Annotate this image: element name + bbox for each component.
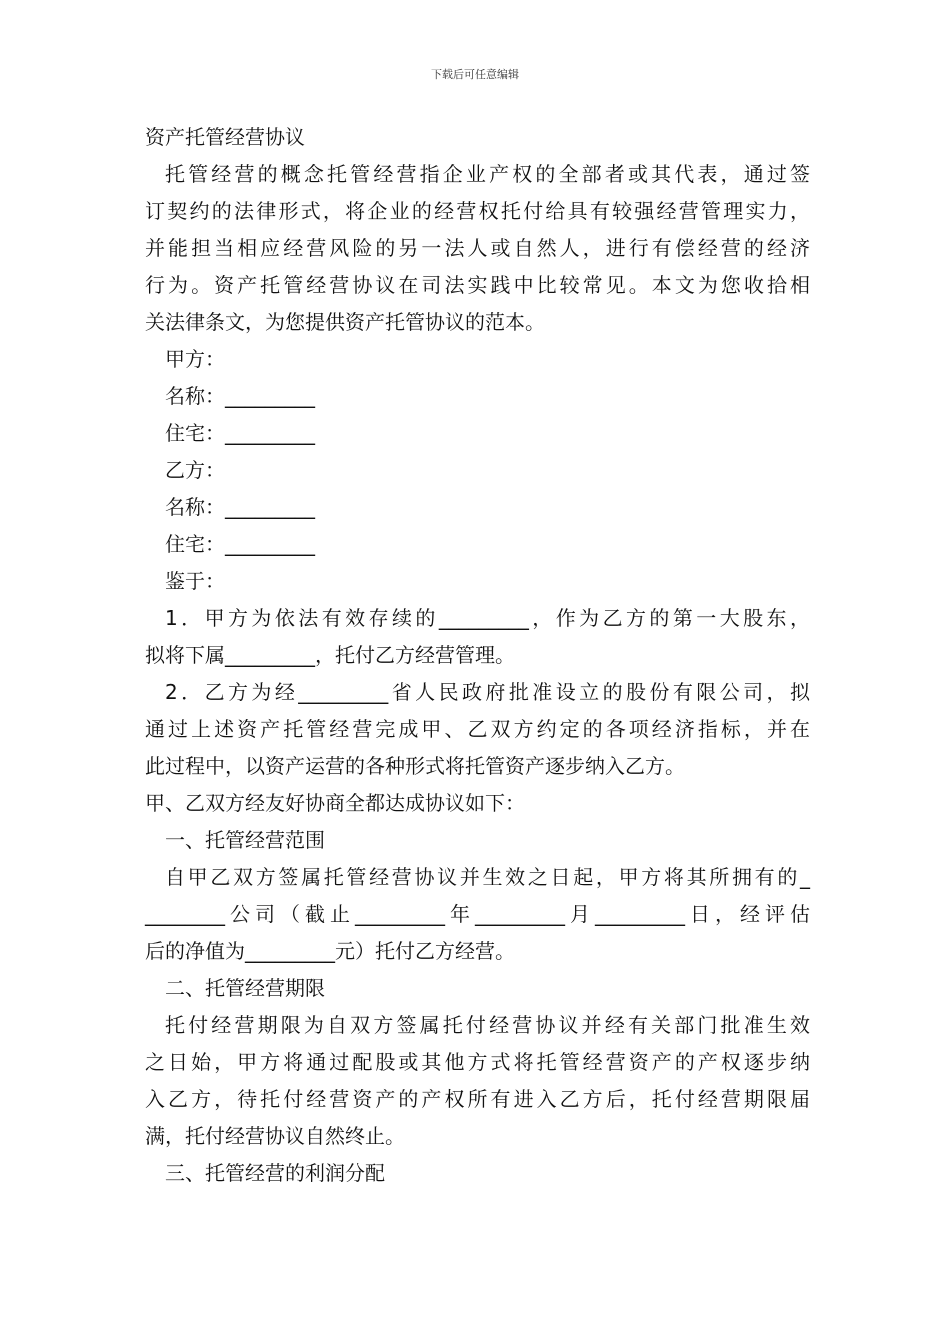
intro-line: 托管经营的概念托管经营指企业产权的全部者或其代表，通过签 — [165, 162, 810, 186]
whereas-label: 鉴于： — [165, 569, 225, 593]
document-title: 资产托管经营协议 — [145, 125, 305, 149]
party-a-name-field: 名称：_________ — [165, 384, 315, 408]
document-body — [145, 119, 810, 1192]
party-b-label: 乙方： — [165, 458, 225, 482]
party-a-address-field: 住宅：_________ — [165, 421, 315, 445]
party-b-address-field: 住宅：_________ — [165, 532, 315, 556]
clause-1-line: 1．甲方为依法有效存续的_________，作为乙方的第一大股东， — [165, 606, 810, 630]
section-1-line: 自甲乙双方签属托管经营协议并生效之日起，甲方将其所拥有的_ — [165, 865, 810, 889]
section-2-line: 托付经营期限为自双方签属托付经营协议并经有关部门批准生效 — [165, 1013, 810, 1037]
clause-2-line: 此过程中，以资产运营的各种形式将托管资产逐步纳入乙方。 — [145, 754, 685, 778]
section-1-line: ________公司（截止_________年_________月_________日，经评估 — [145, 902, 810, 926]
clause-1-line: 拟将下属_________，托付乙方经营管理。 — [145, 643, 515, 667]
intro-line: 行为。资产托管经营协议在司法实践中比较常见。本文为您收拾相 — [145, 273, 810, 297]
section-3-title: 三、托管经营的利润分配 — [165, 1161, 385, 1185]
section-2-line: 之日始，甲方将通过配股或其他方式将托管经营资产的产权逐步纳 — [145, 1050, 810, 1074]
section-1-line: 后的净值为_________元）托付乙方经营。 — [145, 939, 515, 963]
section-2-line: 满，托付经营协议自然终止。 — [145, 1124, 405, 1148]
party-b-name-field: 名称：_________ — [165, 495, 315, 519]
clause-2-line: 通过上述资产托管经营完成甲、乙双方约定的各项经济指标，并在 — [145, 717, 810, 741]
section-1-title: 一、托管经营范围 — [165, 828, 325, 852]
section-2-title: 二、托管经营期限 — [165, 976, 325, 1000]
header-note: 下载后可任意编辑 — [431, 68, 519, 81]
section-2-line: 入乙方，待托付经营资产的产权所有进入乙方后，托付经营期限届 — [145, 1087, 810, 1111]
intro-line: 关法律条文，为您提供资产托管协议的范本。 — [145, 310, 545, 334]
clause-2-line: 2．乙方为经_________省人民政府批准设立的股份有限公司，拟 — [165, 680, 810, 704]
intro-line: 并能担当相应经营风险的另一法人或自然人，进行有偿经营的经济 — [145, 236, 810, 260]
intro-line: 订契约的法律形式，将企业的经营权托付给具有较强经营管理实力， — [145, 199, 810, 223]
clause-2-line: 甲、乙双方经友好协商全都达成协议如下： — [145, 791, 525, 815]
party-a-label: 甲方： — [165, 347, 225, 371]
